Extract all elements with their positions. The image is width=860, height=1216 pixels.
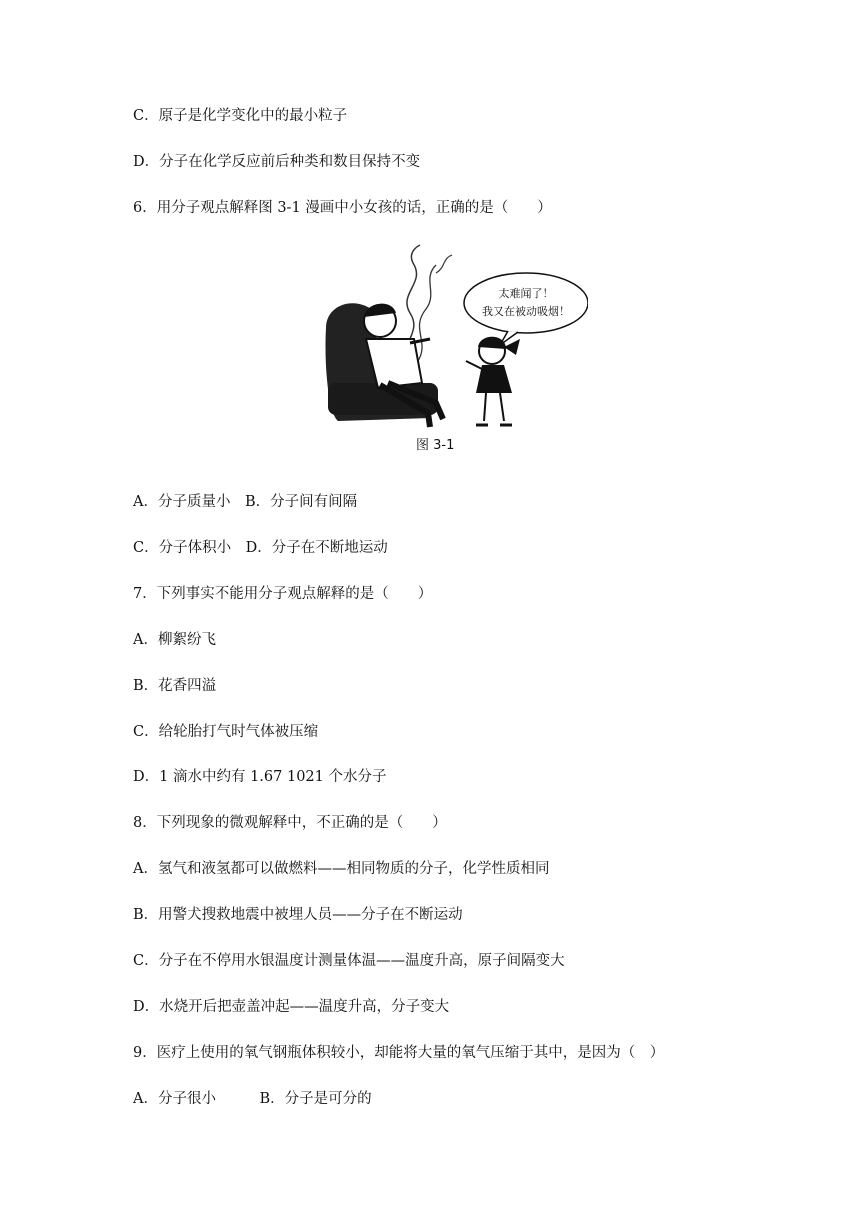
option-6ab: A．分子质量小 B．分子间有间隔 bbox=[133, 494, 358, 510]
option-7b: B．花香四溢 bbox=[133, 678, 217, 694]
cartoon-figure bbox=[318, 243, 588, 458]
option-8a: A．氢气和液氢都可以做燃料——相同物质的分子，化学性质相同 bbox=[133, 861, 550, 877]
question-8: 8．下列现象的微观解释中，不正确的是（ ） bbox=[133, 815, 447, 831]
option-8b: B．用警犬搜救地震中被埋人员——分子在不断运动 bbox=[133, 907, 463, 923]
bubble-text-2: 我又在被动吸烟！ bbox=[482, 305, 570, 318]
question-7: 7．下列事实不能用分子观点解释的是（ ） bbox=[133, 586, 433, 602]
option-8c: C．分子在不停用水银温度计测量体温——温度升高，原子间隔变大 bbox=[133, 953, 565, 969]
option-6cd: C．分子体积小 D．分子在不断地运动 bbox=[133, 540, 388, 556]
option-7a: A．柳絮纷飞 bbox=[133, 632, 216, 648]
option-7d: D．1 滴水中约有 1.67 1021 个水分子 bbox=[133, 769, 387, 785]
bubble-text-1: 太难闻了！ bbox=[498, 287, 554, 300]
option-9ab: A．分子很小 B．分子是可分的 bbox=[133, 1091, 372, 1107]
figure-caption: 图 3-1 bbox=[416, 438, 455, 453]
option-7c: C．给轮胎打气时气体被压缩 bbox=[133, 724, 319, 740]
question-9: 9．医疗上使用的氧气钢瓶体积较小，却能将大量的氧气压缩于其中，是因为（ ） bbox=[133, 1045, 665, 1061]
cartoon-illustration bbox=[318, 243, 588, 458]
question-6: 6．用分子观点解释图 3-1 漫画中小女孩的话，正确的是（ ） bbox=[133, 200, 552, 216]
option-5c: C．原子是化学变化中的最小粒子 bbox=[133, 108, 348, 124]
option-5d: D．分子在化学反应前后种类和数目保持不变 bbox=[133, 154, 421, 170]
option-8d: D．水烧开后把壶盖冲起——温度升高，分子变大 bbox=[133, 999, 450, 1015]
